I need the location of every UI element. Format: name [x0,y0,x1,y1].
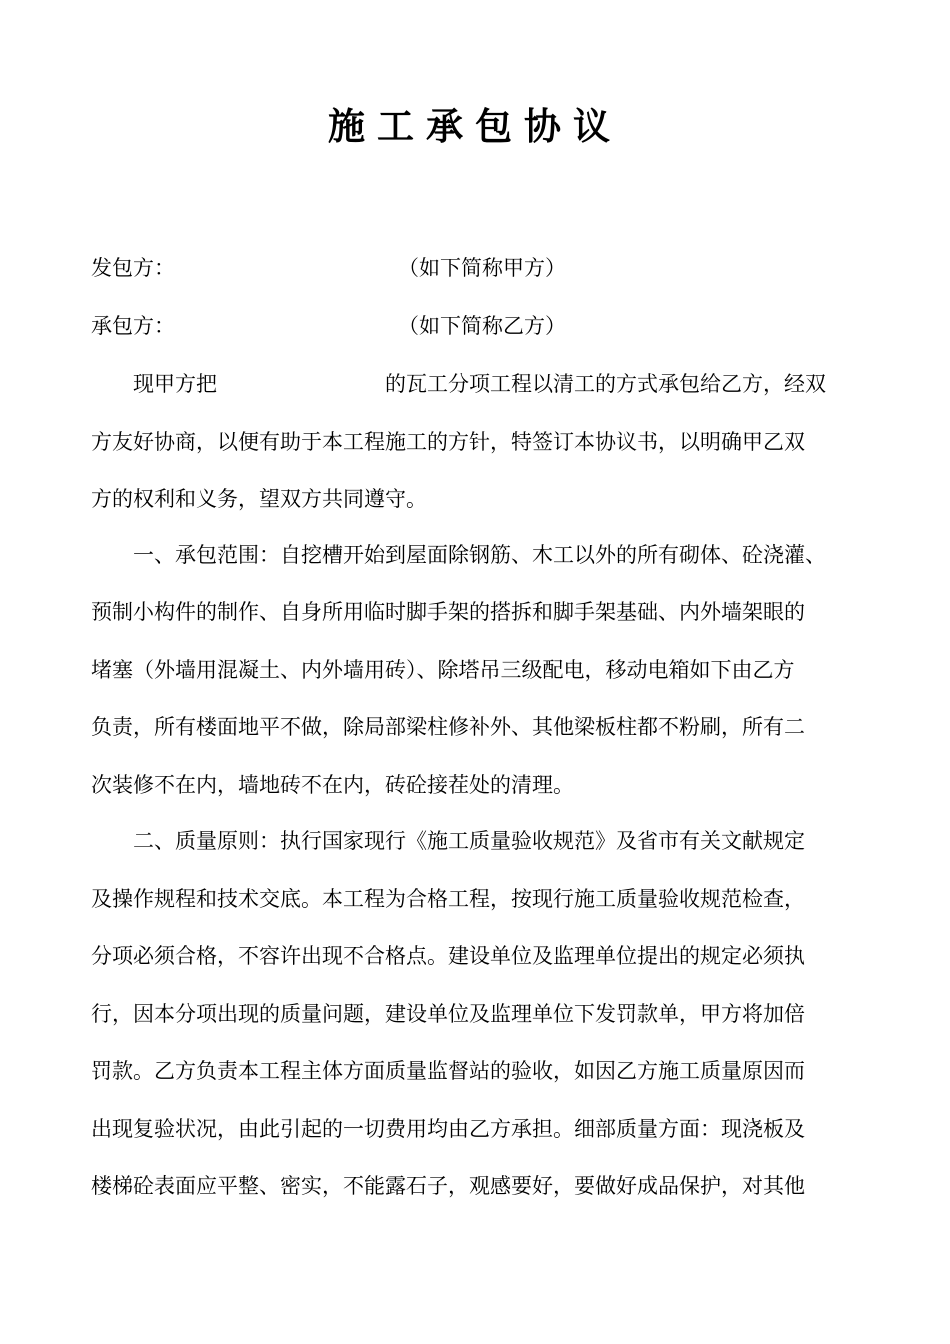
party-note-employer: （如下简称甲方） [398,256,566,280]
body-line: 预制小构件的制作、自身所用临时脚手架的搭拆和脚手架基础、内外墙架眼的 [91,600,805,624]
party-label-contractor: 承包方： [91,314,175,338]
body-line: 次装修不在内，墙地砖不在内，砖砼接茬处的清理。 [91,773,574,797]
body-line: 一、承包范围：自挖槽开始到屋面除钢筋、木工以外的所有砌体、砼浇灌、 [91,543,826,567]
body-line: 现甲方把 的瓦工分项工程以清工的方式承包给乙方，经双 [91,372,826,396]
body-line: 二、质量原则：执行国家现行《施工质量验收规范》及省市有关文献规定 [91,829,805,853]
body-line: 分项必须合格，不容许出现不合格点。建设单位及监理单位提出的规定必须执 [91,944,805,968]
body-line: 楼梯砼表面应平整、密实，不能露石子，观感要好，要做好成品保护，对其他 [91,1174,805,1198]
body-line: 负责，所有楼面地平不做，除局部梁柱修补外、其他梁板柱都不粉刷，所有二 [91,715,805,739]
body-line: 及操作规程和技术交底。本工程为合格工程，按现行施工质量验收规范检查， [91,887,805,911]
party-note-contractor: （如下简称乙方） [398,314,566,338]
body-line: 堵塞（外墙用混凝土、内外墙用砖）、除塔吊三级配电，移动电箱如下由乙方 [91,658,795,682]
body-line: 行，因本分项出现的质量问题，建设单位及监理单位下发罚款单，甲方将加倍 [91,1002,805,1026]
body-line: 出现复验状况，由此引起的一切费用均由乙方承担。细部质量方面：现浇板及 [91,1117,805,1141]
body-line: 罚款。乙方负责本工程主体方面质量监督站的验收，如因乙方施工质量原因而 [91,1059,805,1083]
party-label-employer: 发包方： [91,256,175,280]
body-line: 方的权利和义务，望双方共同遵守。 [91,487,427,511]
document-title: 施工承包协议 [328,104,622,148]
body-line: 方友好协商，以便有助于本工程施工的方针，特签订本协议书，以明确甲乙双 [91,430,805,454]
